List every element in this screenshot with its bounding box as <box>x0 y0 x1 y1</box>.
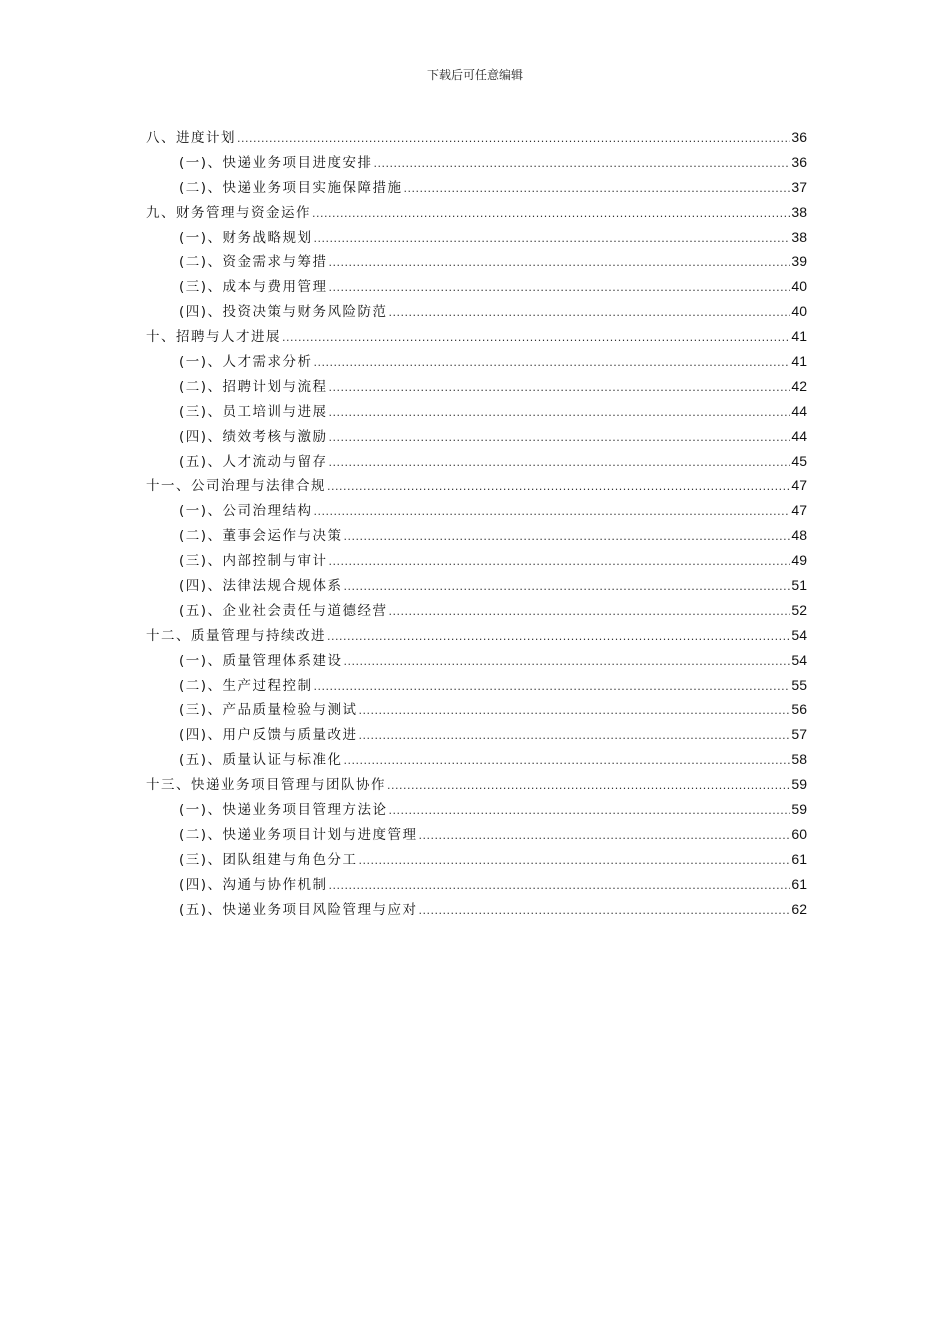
toc-chapter-entry[interactable] <box>146 474 807 499</box>
toc-dot-leader <box>314 230 791 246</box>
toc-section-entry[interactable] <box>146 400 807 425</box>
toc-dot-leader <box>327 478 790 494</box>
toc-dot-leader <box>389 802 791 818</box>
toc-page-number: 47 <box>791 502 807 519</box>
toc-dot-leader <box>329 404 791 420</box>
toc-page-number: 42 <box>791 377 807 394</box>
toc-section-entry[interactable] <box>146 798 807 823</box>
toc-page-number: 58 <box>791 751 807 768</box>
toc-dot-leader <box>329 279 791 295</box>
toc-entry-label: (五)、快递业务项目风险管理与应对 <box>179 901 418 918</box>
toc-section-entry[interactable] <box>146 151 807 176</box>
toc-section-entry[interactable] <box>146 250 807 275</box>
table-of-contents <box>146 126 807 923</box>
toc-entry-label: (二)、生产过程控制 <box>179 677 313 694</box>
toc-entry-label: (五)、人才流动与留存 <box>179 453 328 470</box>
toc-entry-label: (四)、法律法规合规体系 <box>179 578 343 595</box>
toc-page-number: 41 <box>791 328 807 345</box>
toc-dot-leader <box>344 578 791 594</box>
toc-dot-leader <box>344 528 791 544</box>
toc-entry-label: (二)、资金需求与筹措 <box>179 254 328 271</box>
toc-entry-label: (一)、快递业务项目进度安排 <box>179 154 373 171</box>
toc-dot-leader <box>329 877 791 893</box>
toc-section-entry[interactable] <box>146 450 807 475</box>
toc-entry-label: (二)、董事会运作与决策 <box>179 528 343 545</box>
toc-section-entry[interactable] <box>146 574 807 599</box>
toc-entry-label: 九、财务管理与资金运作 <box>146 204 311 221</box>
toc-entry-label: 十、招聘与人才进展 <box>146 329 281 346</box>
toc-dot-leader <box>329 379 791 395</box>
toc-dot-leader <box>344 653 791 669</box>
toc-section-entry[interactable] <box>146 823 807 848</box>
toc-entry-label: (二)、招聘计划与流程 <box>179 378 328 395</box>
toc-dot-leader <box>359 852 791 868</box>
toc-dot-leader <box>329 429 791 445</box>
toc-entry-label: (二)、快递业务项目实施保障措施 <box>179 179 403 196</box>
toc-entry-label: 八、进度计划 <box>146 130 236 146</box>
toc-section-entry[interactable] <box>146 524 807 549</box>
toc-entry-label: (三)、团队组建与角色分工 <box>179 851 358 868</box>
toc-page-number: 44 <box>791 402 807 419</box>
toc-dot-leader <box>389 603 791 619</box>
toc-section-entry[interactable] <box>146 748 807 773</box>
toc-entry-label: (一)、质量管理体系建设 <box>179 652 343 669</box>
toc-page-number: 61 <box>791 875 807 892</box>
toc-entry-label: (二)、快递业务项目计划与进度管理 <box>179 826 418 843</box>
toc-dot-leader <box>419 827 791 843</box>
toc-chapter-entry[interactable] <box>146 773 807 798</box>
toc-dot-leader <box>419 902 791 918</box>
toc-dot-leader <box>329 553 791 569</box>
toc-section-entry[interactable] <box>146 275 807 300</box>
toc-page-number: 61 <box>791 850 807 867</box>
toc-page-number: 37 <box>791 178 807 195</box>
toc-section-entry[interactable] <box>146 549 807 574</box>
toc-chapter-entry[interactable] <box>146 201 807 226</box>
toc-page-number: 62 <box>791 900 807 917</box>
toc-dot-leader <box>314 354 791 370</box>
toc-page-number: 54 <box>791 651 807 668</box>
toc-entry-label: (五)、质量认证与标准化 <box>179 752 343 769</box>
toc-page-number: 47 <box>791 477 807 494</box>
page-header: 下载后可任意编辑 <box>426 68 523 82</box>
toc-dot-leader <box>389 304 791 320</box>
toc-section-entry[interactable] <box>146 723 807 748</box>
toc-dot-leader <box>344 752 791 768</box>
toc-entry-label: (四)、投资决策与财务风险防范 <box>179 304 388 321</box>
toc-entry-label: (一)、公司治理结构 <box>179 503 313 520</box>
toc-section-entry[interactable] <box>146 848 807 873</box>
toc-section-entry[interactable] <box>146 674 807 699</box>
toc-dot-leader <box>312 205 790 221</box>
toc-dot-leader <box>329 254 791 270</box>
toc-page-number: 56 <box>791 701 807 718</box>
toc-section-entry[interactable] <box>146 599 807 624</box>
toc-page-number: 54 <box>791 626 807 643</box>
toc-entry-label: (一)、人才需求分析 <box>179 354 313 371</box>
toc-dot-leader <box>359 727 791 743</box>
toc-page-number: 38 <box>791 228 807 245</box>
toc-section-entry[interactable] <box>146 226 807 251</box>
toc-section-entry[interactable] <box>146 375 807 400</box>
toc-page-number: 55 <box>791 676 807 693</box>
toc-page-number: 59 <box>791 776 807 793</box>
toc-page-number: 57 <box>791 726 807 743</box>
toc-page-number: 36 <box>791 129 807 145</box>
toc-entry-label: (四)、沟通与协作机制 <box>179 876 328 893</box>
toc-page-number: 40 <box>791 303 807 320</box>
toc-page-number: 59 <box>791 801 807 818</box>
toc-page-number: 44 <box>791 427 807 444</box>
toc-page-number: 52 <box>791 601 807 618</box>
toc-entry-label: (三)、员工培训与进展 <box>179 403 328 420</box>
toc-entry-label: 十一、公司治理与法律合规 <box>146 478 326 495</box>
toc-entry-label: (三)、内部控制与审计 <box>179 553 328 570</box>
toc-dot-leader <box>282 329 790 345</box>
toc-entry-label: (一)、财务战略规划 <box>179 229 313 246</box>
toc-section-entry[interactable] <box>146 300 807 325</box>
toc-dot-leader <box>314 678 791 694</box>
toc-chapter-entry[interactable] <box>146 624 807 649</box>
toc-dot-leader <box>387 777 790 793</box>
toc-page-number: 39 <box>791 253 807 270</box>
toc-page-number: 60 <box>791 825 807 842</box>
toc-entry-label: (三)、产品质量检验与测试 <box>179 702 358 719</box>
toc-entry-label: 十三、快递业务项目管理与团队协作 <box>146 777 386 794</box>
toc-page-number: 41 <box>791 353 807 370</box>
toc-entry-label: (四)、用户反馈与质量改进 <box>179 727 358 744</box>
toc-page-number: 48 <box>791 527 807 544</box>
toc-section-entry[interactable] <box>146 698 807 723</box>
toc-section-entry[interactable] <box>146 499 807 524</box>
toc-chapter-entry[interactable] <box>146 126 807 151</box>
toc-page-number: 49 <box>791 552 807 569</box>
toc-dot-leader <box>359 702 791 718</box>
toc-page-number: 51 <box>791 577 807 594</box>
toc-dot-leader <box>329 454 791 470</box>
toc-page-number: 38 <box>791 203 807 220</box>
toc-entry-label: (一)、快递业务项目管理方法论 <box>179 802 388 819</box>
toc-section-entry[interactable] <box>146 350 807 375</box>
toc-dot-leader <box>237 130 790 146</box>
toc-section-entry[interactable] <box>146 176 807 201</box>
toc-dot-leader <box>374 155 791 171</box>
toc-section-entry[interactable] <box>146 898 807 923</box>
toc-entry-label: (三)、成本与费用管理 <box>179 279 328 296</box>
toc-section-entry[interactable] <box>146 649 807 674</box>
toc-page-number: 45 <box>791 452 807 469</box>
toc-page-number: 40 <box>791 278 807 295</box>
toc-section-entry[interactable] <box>146 425 807 450</box>
toc-section-entry[interactable] <box>146 873 807 898</box>
toc-page-number: 36 <box>791 153 807 170</box>
toc-chapter-entry[interactable] <box>146 325 807 350</box>
toc-dot-leader <box>327 628 790 644</box>
toc-dot-leader <box>404 180 791 196</box>
toc-entry-label: (五)、企业社会责任与道德经营 <box>179 602 388 619</box>
toc-entry-label: 十二、质量管理与持续改进 <box>146 627 326 644</box>
toc-entry-label: (四)、绩效考核与激励 <box>179 428 328 445</box>
toc-dot-leader <box>314 503 791 519</box>
